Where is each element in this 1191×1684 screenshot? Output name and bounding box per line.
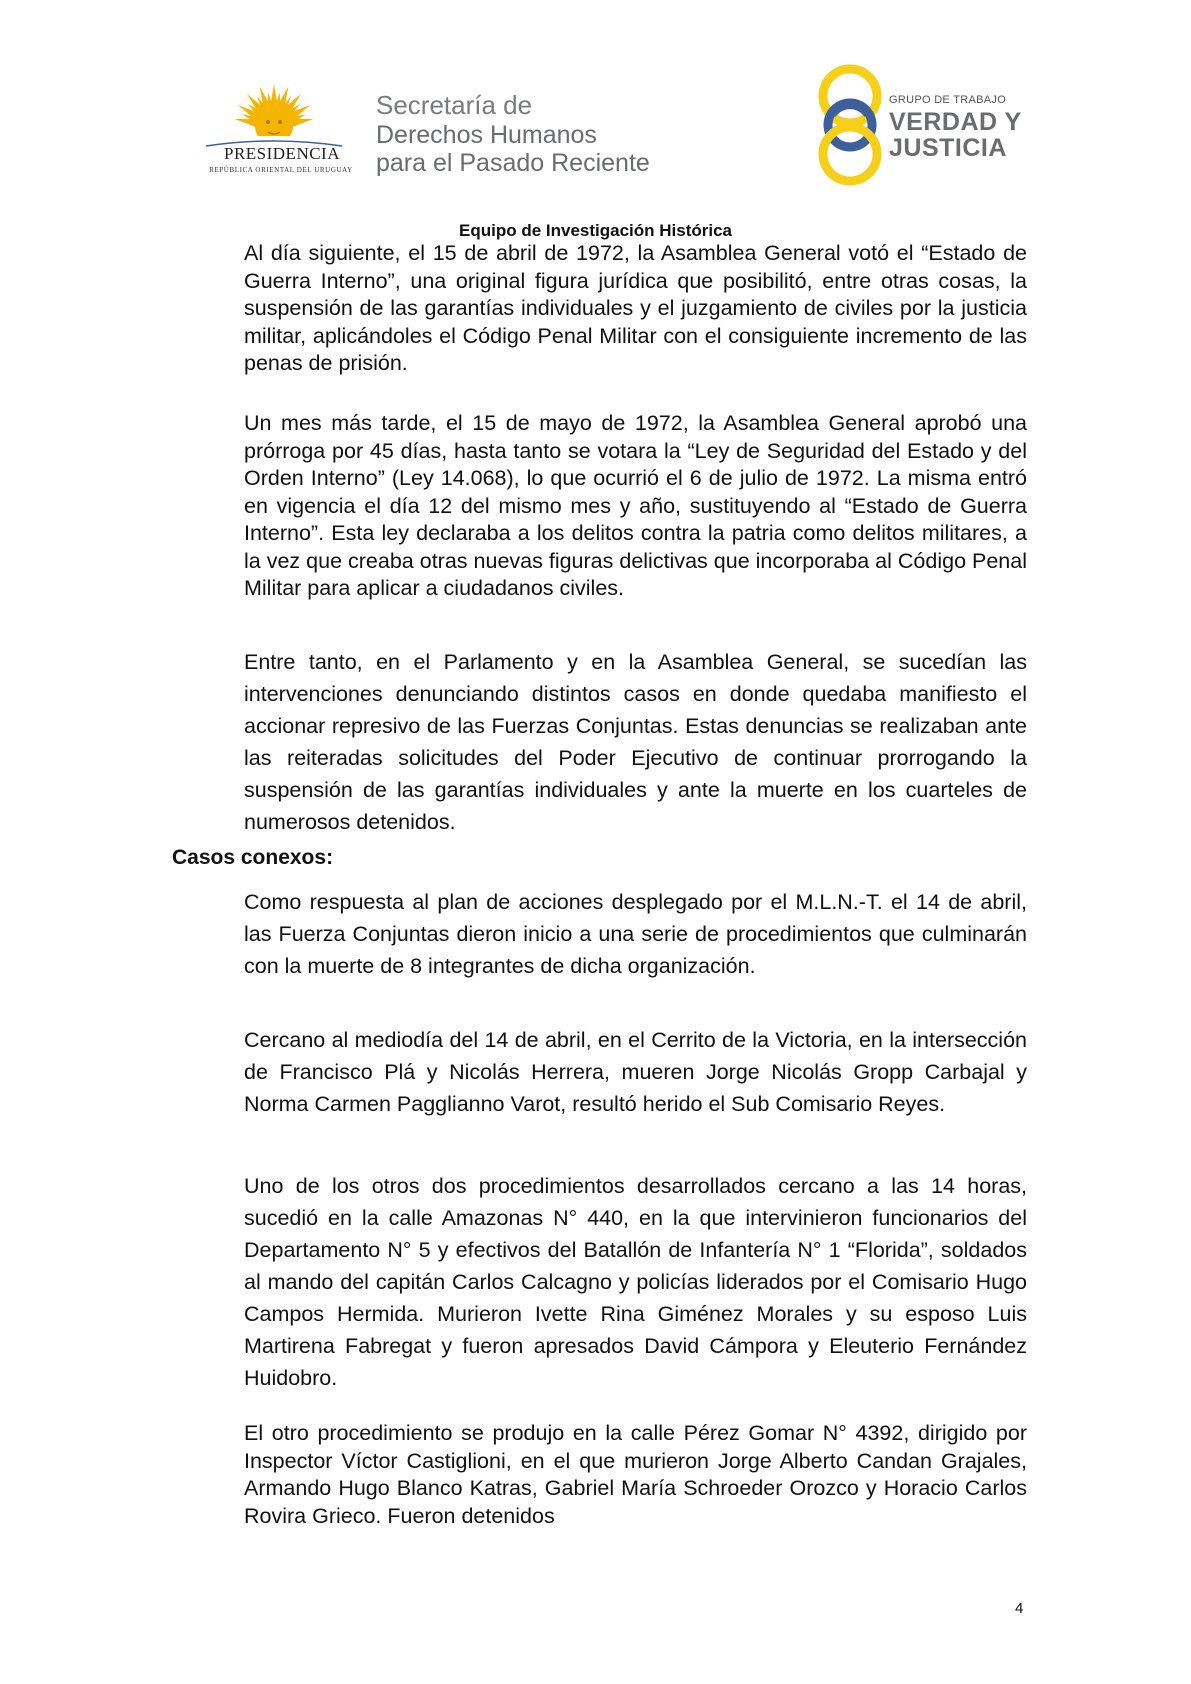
secretaria-line-1: Secretaría de (376, 90, 533, 120)
secretaria-line-3: para el Pasado Reciente (376, 149, 650, 177)
sun-emblem-icon (196, 82, 352, 144)
secretaria-line-2: Derechos Humanos (376, 121, 597, 149)
secretaria-title (376, 92, 650, 176)
paragraph-7: El otro procedimiento se produjo en la calle Pérez Gomar N° 4392, dirigido por Inspector Víctor Castiglioni, en el que murieron Jorge Alberto Candan Grajales, Armando Hugo Blanco Katras, Gabriel María Schroeder Orozco y Horacio Carlos Rovira Grieco. Fueron detenidos (244, 1421, 1027, 1528)
page-header (0, 0, 1191, 210)
grupo-line-1: GRUPO DE TRABAJO (889, 94, 1007, 106)
interlocking-rings-icon (810, 62, 890, 188)
team-title: Equipo de Investigación Histórica (459, 221, 732, 240)
verdad-justicia-logo (810, 62, 890, 188)
page-number: 4 (1015, 1600, 1024, 1617)
paragraph-4: Como respuesta al plan de acciones desplegado por el M.L.N.-T. el 14 de abril, las Fuerza Conjuntas dieron inicio a una serie de procedimientos que culminarán con la muerte de 8 integrantes de dicha organización. (244, 890, 1027, 978)
section-heading: Casos conexos: (172, 846, 334, 869)
grupo-line-3: JUSTICIA (889, 134, 1007, 162)
paragraph-2: Un mes más tarde, el 15 de mayo de 1972, la Asamblea General aprobó una prórroga por 45 días, hasta tanto se votara la “Ley de Seguridad del Estado y del Orden Interno” (Ley 14.068), lo que ocurrió el 6 de julio de 1972. La misma entró en vigencia el día 12 del mismo mes y año, sustituyendo al “Estado de Guerra Interno”. Esta ley declaraba a los delitos contra la patria como delitos militares, a la vez que creaba otras nuevas figuras delictivas que incorporaba al Código Penal Militar para aplicar a ciudadanos civiles. (244, 411, 1027, 600)
presidencia-subtitle: REPÚBLICA ORIENTAL DEL URUGUAY (209, 166, 353, 174)
presidencia-name: PRESIDENCIA (223, 144, 340, 163)
paragraph-1: Al día siguiente, el 15 de abril de 1972, la Asamblea General votó el “Estado de Guerra Interno”, una original figura jurídica que posibilitó, entre otras cosas, la suspensión de las garantías individuales y el juzgamiento de civiles por la justicia militar, aplicándoles el Código Penal Militar con el consiguiente incremento de las penas de prisión. (244, 241, 1027, 375)
paragraph-5: Cercano al mediodía del 14 de abril, en el Cerrito de la Victoria, en la intersección de Francisco Plá y Nicolás Herrera, mueren Jorge Nicolás Gropp Carbajal y Norma Carmen Pagglianno Varot, resultó herido el Sub Comisario Reyes. (244, 1028, 1027, 1116)
paragraph-6: Uno de los otros dos procedimientos desarrollados cercano a las 14 horas, sucedió en la calle Amazonas N° 440, en la que intervinieron funcionarios del Departamento N° 5 y efectivos del Batallón de Infantería N° 1 “Florida”, soldados al mando del capitán Carlos Calcagno y policías liderados por el Comisario Hugo Campos Hermida. Murieron Ivette Rina Giménez Morales y su esposo Luis Martirena Fabregat y fueron apresados David Cámpora y Eleuterio Fernández Huidobro. (244, 1174, 1027, 1390)
grupo-trabajo-text (889, 95, 1022, 161)
paragraph-3: Entre tanto, en el Parlamento y en la Asamblea General, se sucedían las intervenciones denunciando distintos casos en donde quedaba manifiesto el accionar represivo de las Fuerzas Conjuntas. Estas denuncias se realizaban ante las reiteradas solicitudes del Poder Ejecutivo de continuar prorrogando la suspensión de las garantías individuales y ante la muerte en los cuarteles de numerosos detenidos. (244, 650, 1027, 834)
grupo-line-2: VERDAD Y (889, 108, 1022, 136)
